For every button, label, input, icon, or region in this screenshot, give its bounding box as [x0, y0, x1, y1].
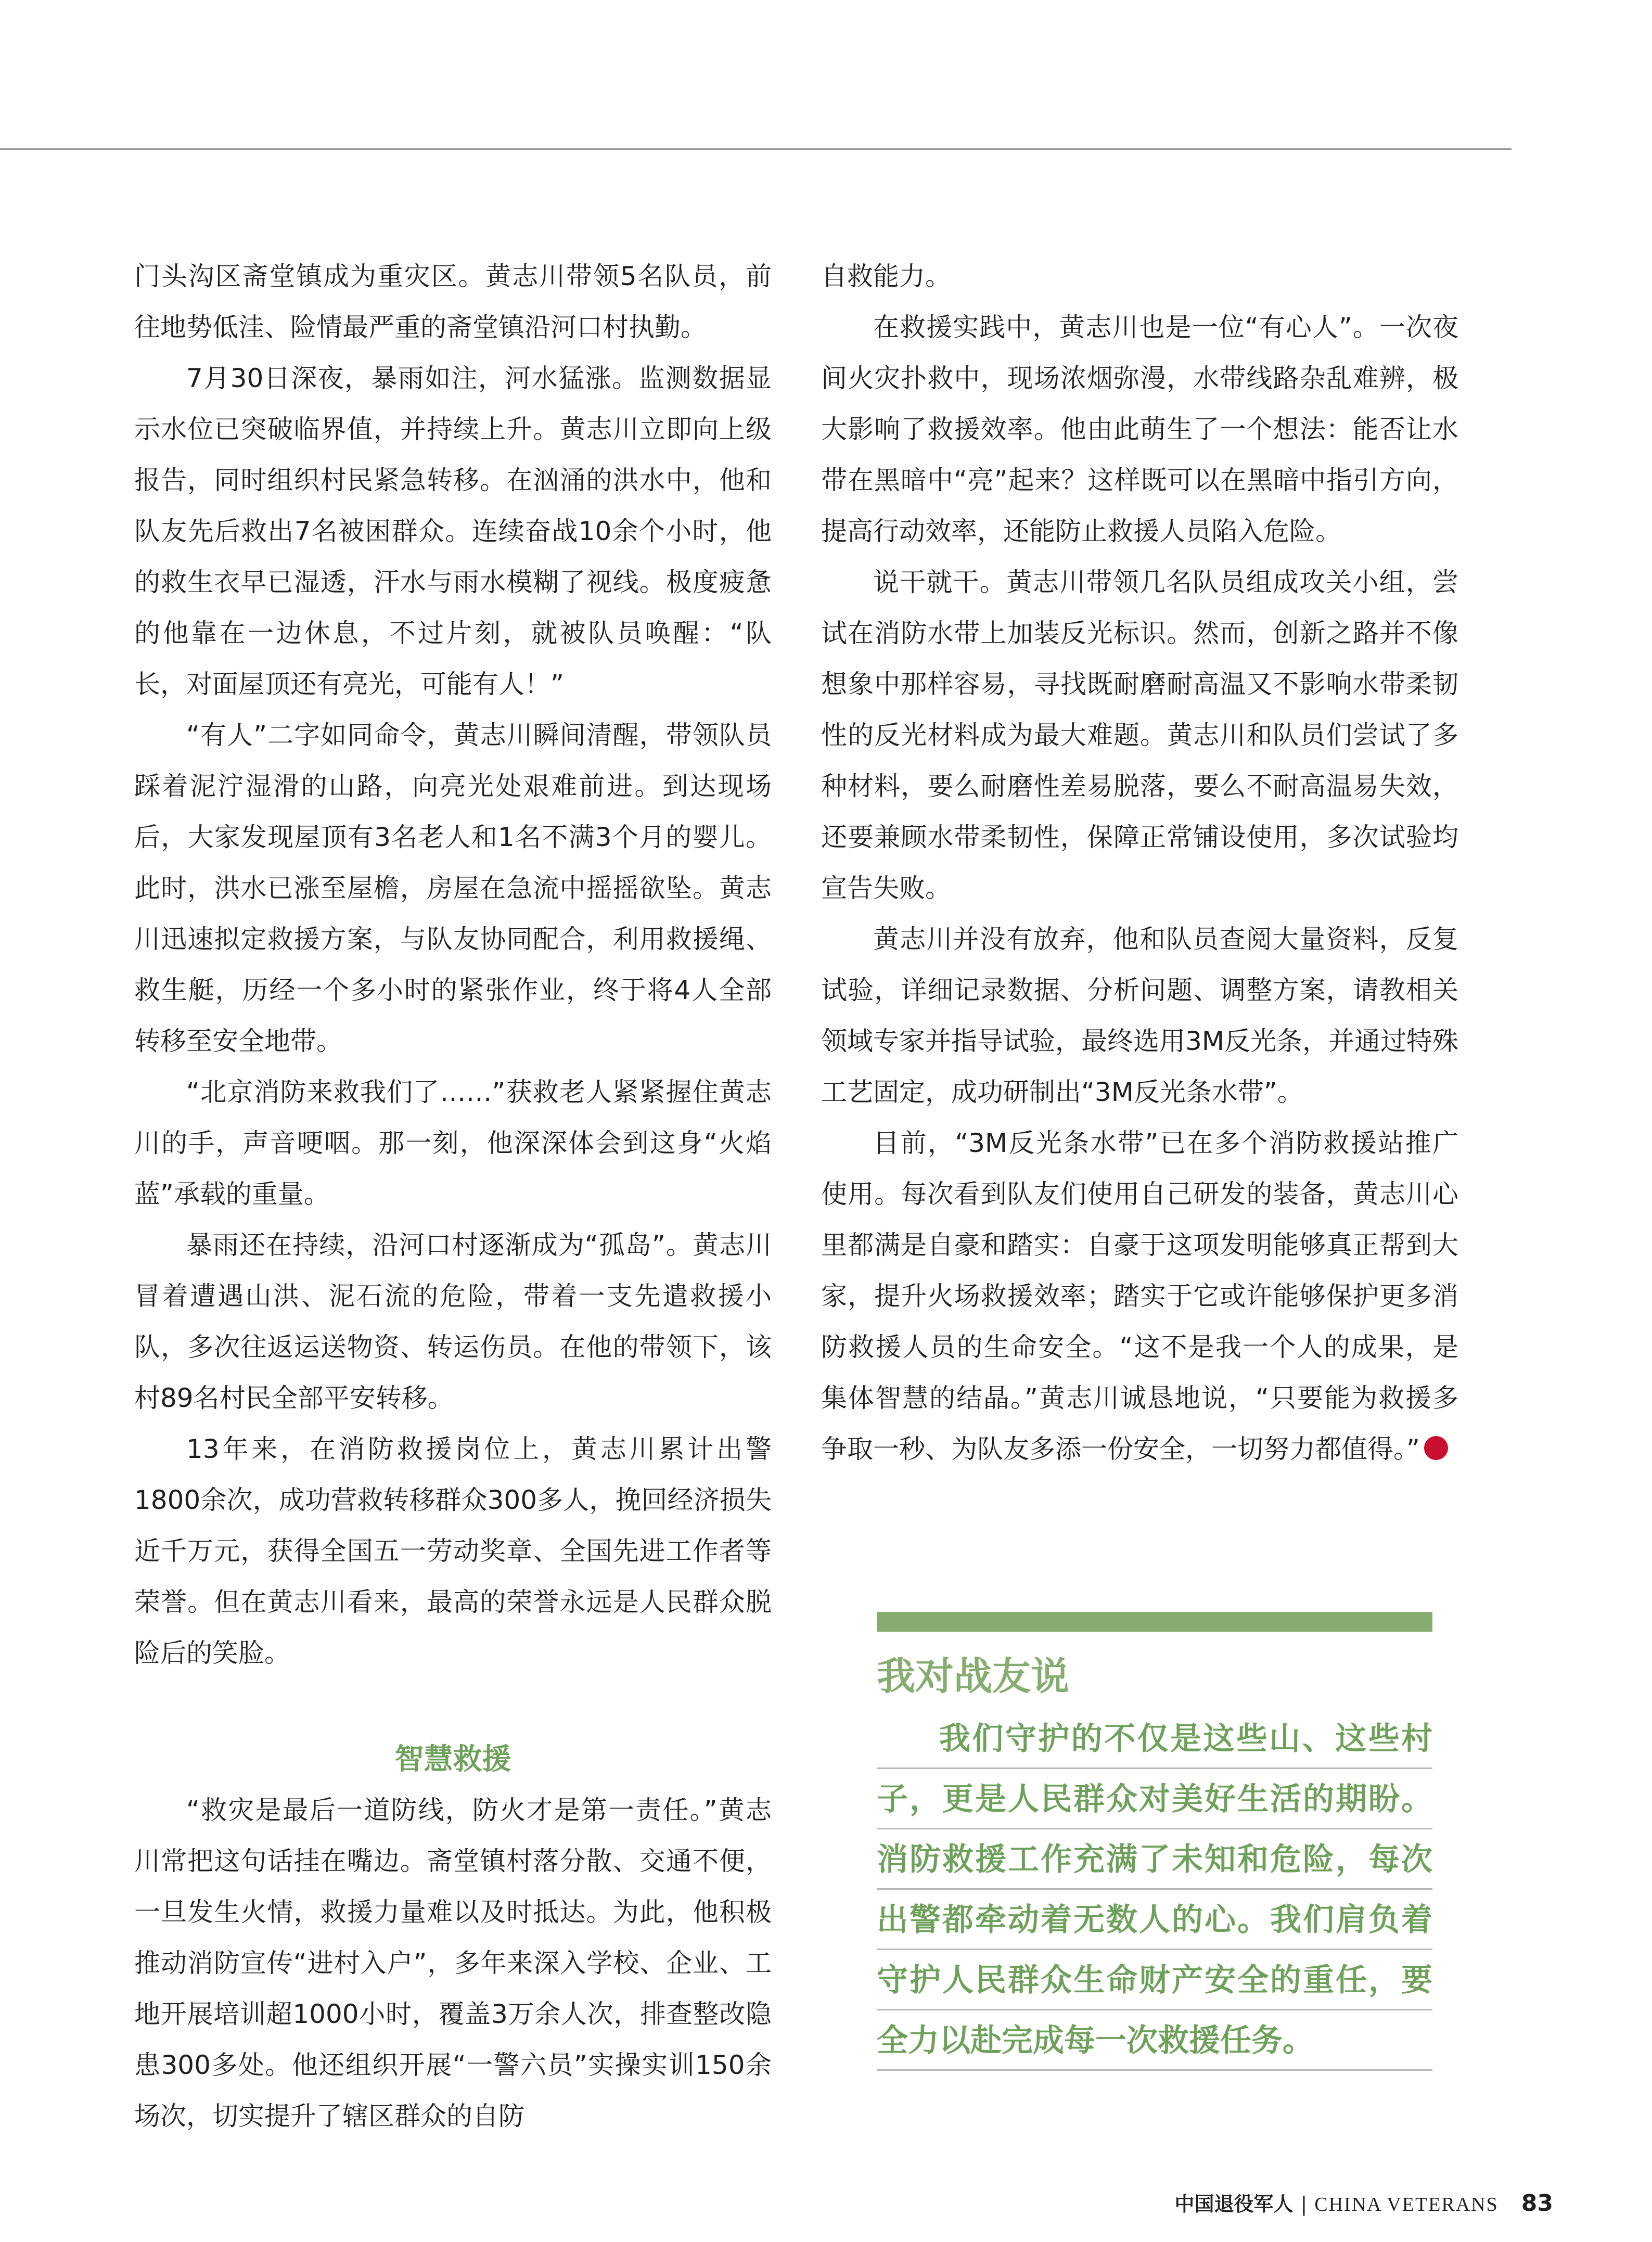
paragraph: 门头沟区斋堂镇成为重灾区。黄志川带领5名队员，前往地势低洼、险情最严重的斋堂镇沿河口村执勤。: [134, 261, 772, 342]
sidebar-title: 我对战友说: [877, 1654, 1069, 1699]
paragraph: 黄志川并没有放弃，他和队员查阅大量资料，反复试验，详细记录数据、分析问题、调整方案，请教相关领域专家并指导试验，最终选用3M反光条，并通过特殊工艺固定，成功研制出“3M反光条水带”。: [821, 924, 1458, 1107]
magazine-name-cn: 中国退役军人: [1174, 2193, 1294, 2215]
paragraph: “有人”二字如同命令，黄志川瞬间清醒，带领队员踩着泥泞湿滑的山路，向亮光处艰难前进。到达现场后，大家发现屋顶有3名老人和1名不满3个月的婴儿。此时，洪水已涨至屋檐，房屋在急流中摇摇欲坠。黄志川迅速拟定救援方案，与队友协同配合，利用救援绳、救生艇，历经一个多小时的紧张作业，终于将4人全部转移至安全地带。: [134, 720, 772, 1056]
page-footer: [1174, 2188, 1553, 2220]
paragraph: 7月30日深夜，暴雨如注，河水猛涨。监测数据显示水位已突破临界值，并持续上升。黄志川立即向上级报告，同时组织村民紧急转移。在汹涌的洪水中，他和队友先后救出7名被困群众。连续奋战10余个小时，他的救生衣早已湿透，汗水与雨水模糊了视线。极度疲惫的他靠在一边休息，不过片刻，就被队员唤醒：“队长，对面屋顶还有亮光，可能有人！”: [134, 363, 772, 699]
sidebar-body: 我们守护的不仅是这些山、这些村子，更是人民群众对美好生活的期盼。消防救援工作充满了未知和危险，每次出警都牵动着无数人的心。我们肩负着守护人民群众生命财产安全的重任，要全力以赴完成每一次救援任务。: [877, 1709, 1432, 2071]
svg-text:V: V: [1482, 1450, 1493, 1468]
sidebar-bar: [877, 1612, 1432, 1632]
left-column: [134, 251, 772, 2142]
right-column: [821, 251, 1493, 1475]
end-mark-icon: [1424, 1436, 1493, 1468]
footer-separator: |: [1300, 2193, 1308, 2215]
quote-sidebar: [877, 1612, 1432, 2071]
paragraph: 在救援实践中，黄志川也是一位“有心人”。一次夜间火灾扑救中，现场浓烟弥漫，水带线路杂乱难辨，极大影响了救援效率。他由此萌生了一个想法：能否让水带在黑暗中“亮”起来？这样既可以在黑暗中指引方向，提高行动效率，还能防止救援人员陷入危险。: [821, 312, 1458, 546]
magazine-name-en: CHINA VETERANS: [1314, 2194, 1499, 2215]
top-rule: [0, 148, 1512, 150]
paragraph: 13年来，在消防救援岗位上，黄志川累计出警1800余次，成功营救转移群众300多人，挽回经济损失近千万元，获得全国五一劳动奖章、全国先进工作者等荣誉。但在黄志川看来，最高的荣誉永远是人民群众脱险后的笑脸。: [134, 1434, 772, 1668]
paragraph-text: 目前，“3M反光条水带”已在多个消防救援站推广使用。每次看到队友们使用自己研发的装备，黄志川心里都满是自豪和踏实：自豪于这项发明能够真正帮到大家，提升火场救援效率；踏实于它或许能够保护更多消防救援人员的生命安全。“这不是我一个人的成果，是集体智慧的结晶。”黄志川诚恳地说，“只要能为救援多争取一秒、为队友多添一份安全，一切努力都值得。”: [821, 1128, 1458, 1464]
paragraph: 暴雨还在持续，沿河口村逐渐成为“孤岛”。黄志川冒着遭遇山洪、泥石流的危险，带着一支先遣救援小队，多次往返运送物资、转运伤员。在他的带领下，该村89名村民全部平安转移。: [134, 1230, 772, 1413]
page-number: 83: [1521, 2190, 1553, 2217]
paragraph: “北京消防来救我们了……”获救老人紧紧握住黄志川的手，声音哽咽。那一刻，他深深体会到这身“火焰蓝”承载的重量。: [134, 1077, 772, 1209]
paragraph: 说干就干。黄志川带领几名队员组成攻关小组，尝试在消防水带上加装反光标识。然而，创新之路并不像想象中那样容易，寻找既耐磨耐高温又不影响水带柔韧性的反光材料成为最大难题。黄志川和队员们尝试了多种材料，要么耐磨性差易脱落，要么不耐高温易失效，还要兼顾水带柔韧性，保障正常铺设使用，多次试验均宣告失败。: [821, 567, 1458, 903]
paragraph: “救灾是最后一道防线，防火才是第一责任。”黄志川常把这句话挂在嘴边。斋堂镇村落分散、交通不便，一旦发生火情，救援力量难以及时抵达。为此，他积极推动消防宣传“进村入户”，多年来深入学校、企业、工地开展培训超1000小时，覆盖3万余人次，排查整改隐患300多处。他还组织开展“一警六员”实操实训150余场次，切实提升了辖区群众的自防: [134, 1795, 772, 2131]
section-heading: 智慧救援: [394, 1743, 511, 1776]
paragraph: [821, 1118, 1493, 1475]
end-mark-glyph: [1476, 1446, 1500, 1470]
paragraph: 自救能力。: [821, 261, 951, 291]
